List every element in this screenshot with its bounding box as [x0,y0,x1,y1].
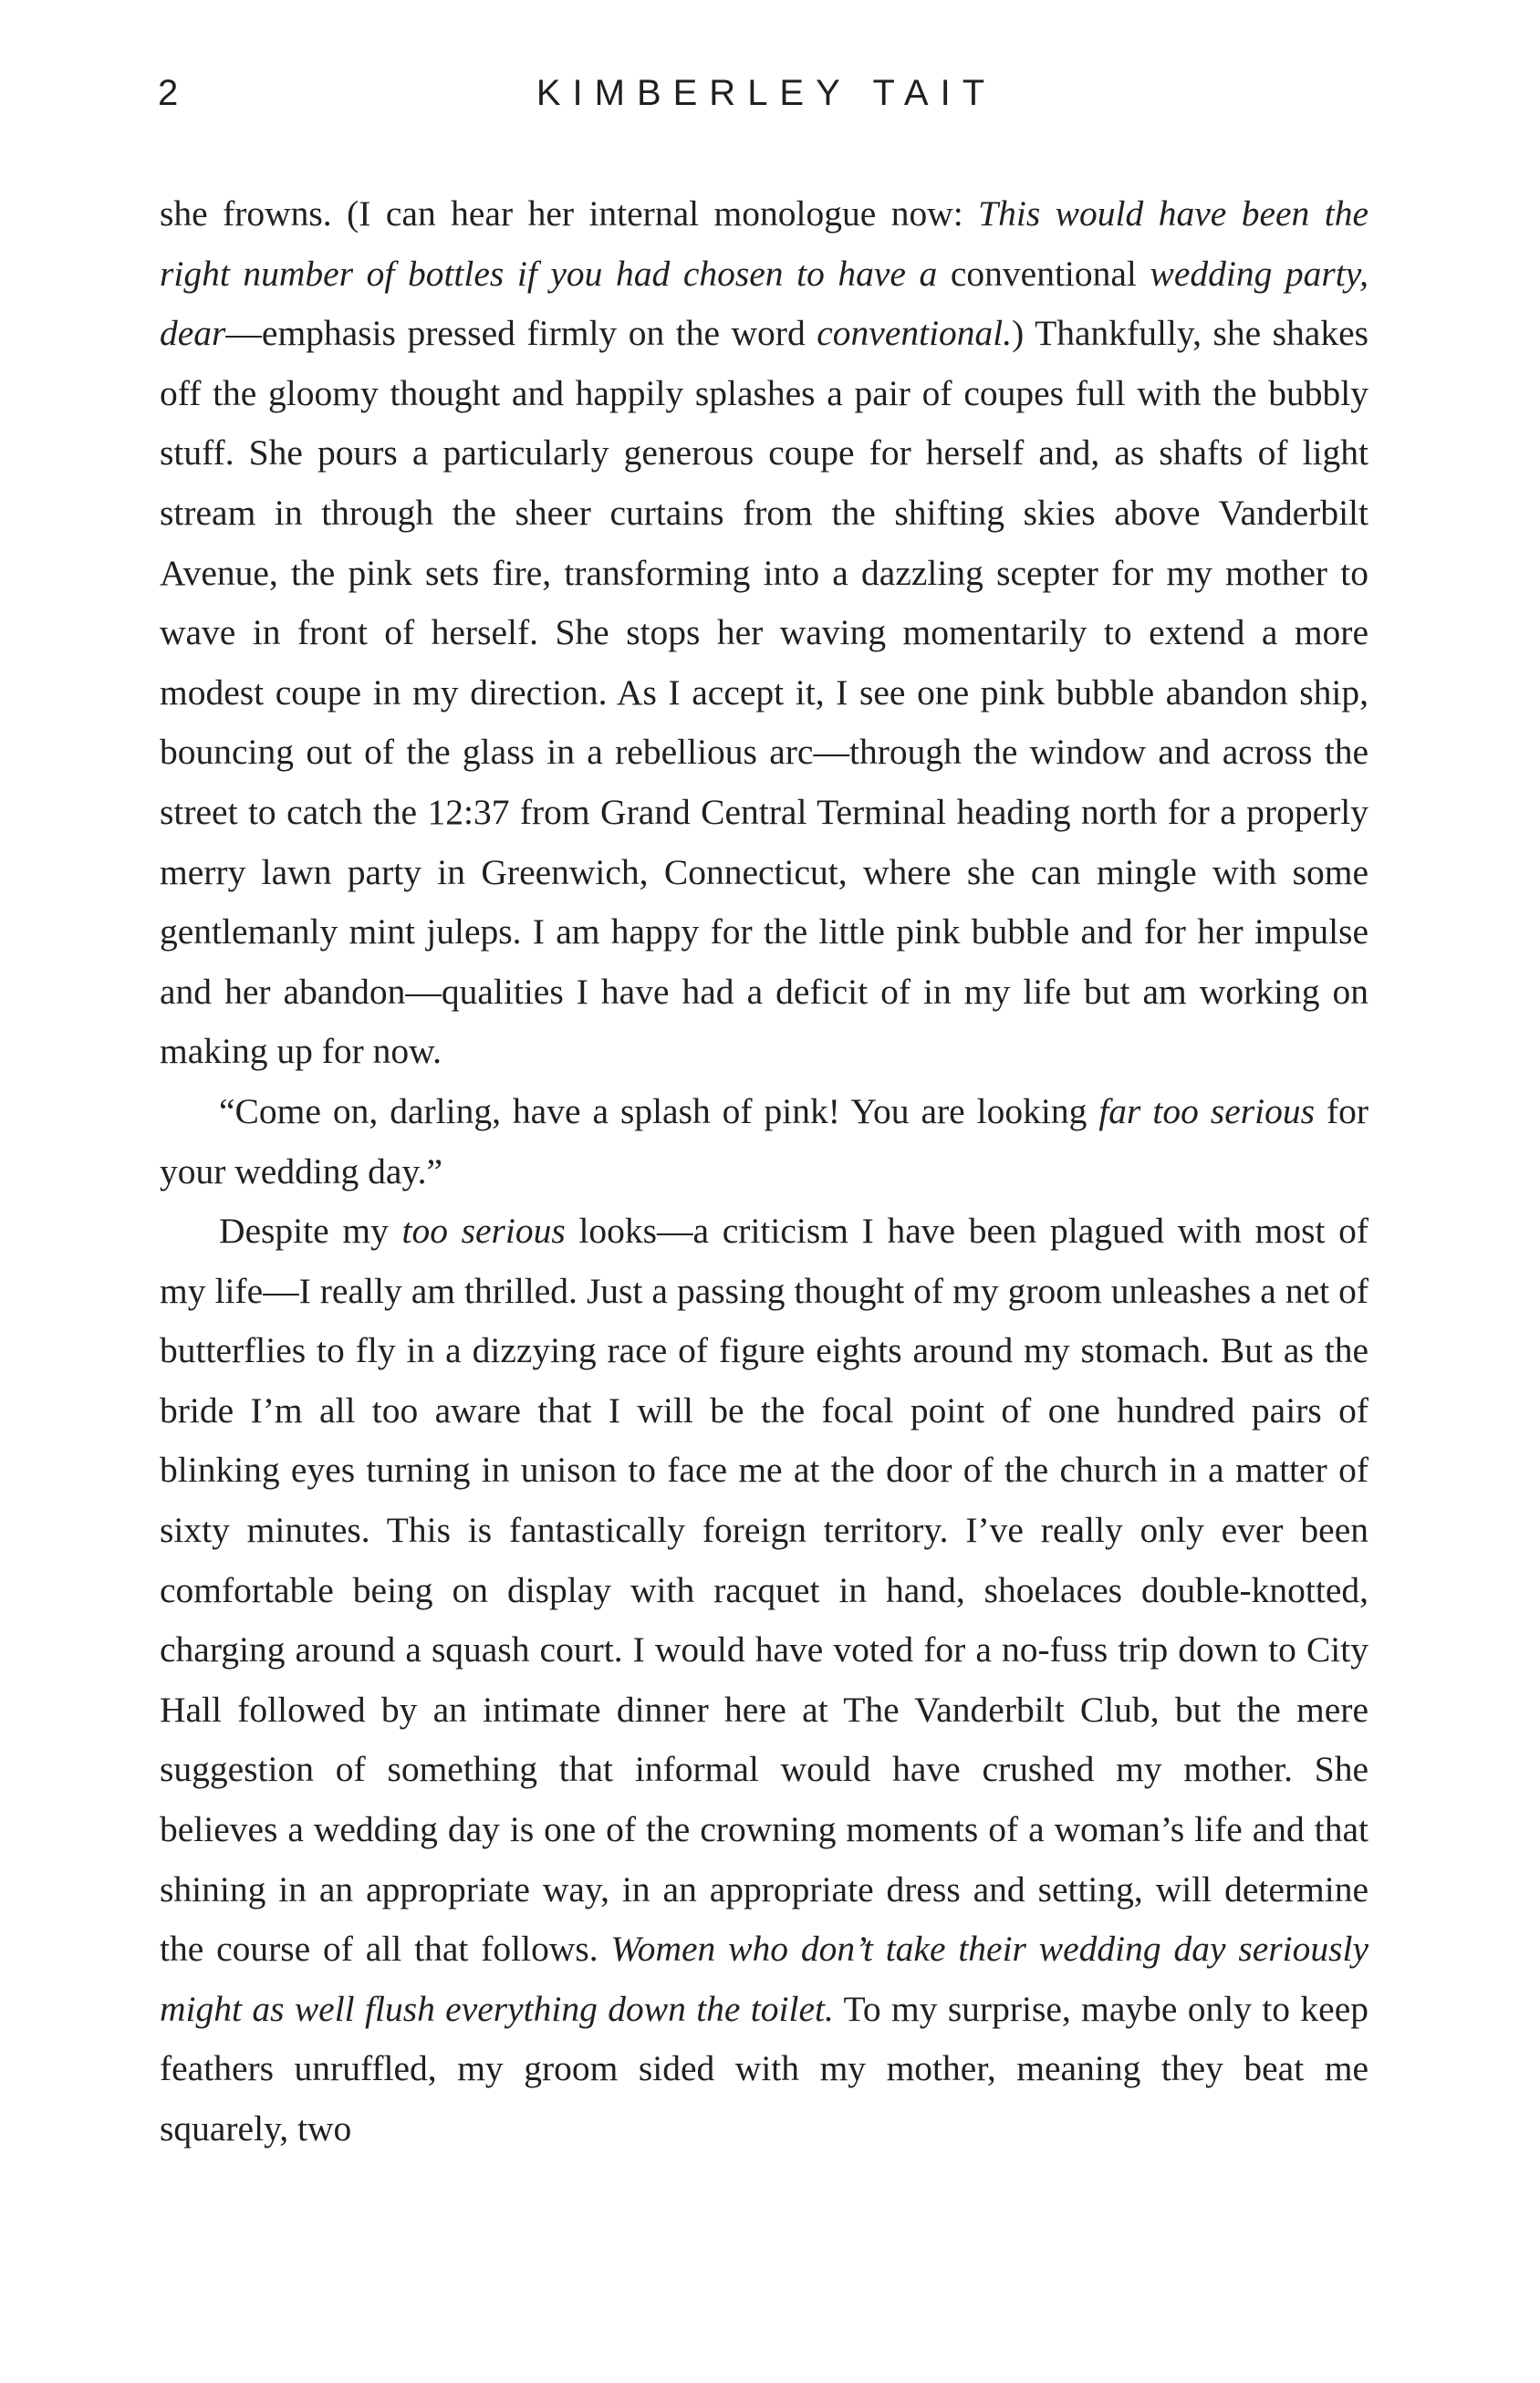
text-run: Despite my [219,1211,402,1252]
body-text [160,184,1368,2159]
paragraph-1 [160,184,1368,1082]
italic-run: wedding party, dear [160,253,1368,354]
text-run: looks—a criticism I have been plagued with most of my life—I really am thrilled. Just a passing thought of my groom unleashes a net of butterflies to fly in a dizzying race of figure eights around my stomach. But as the bride I’m all too aware that I will be the focal point of one hundred pairs of blinking eyes turning in unison to face me at the door of the church in a matter of sixty minutes. This is fantastically foreign territory. I’ve really only ever been comfortable being on display with racquet in hand, shoelaces double-knotted, charging around a squash court. I would have voted for a no-fuss trip down to City Hall followed by an intimate dinner here at The Vanderbilt Club, but the mere suggestion of something that informal would have crushed my mother. She believes a wedding day is one of the crowning moments of a woman’s life and that shining in an appropriate way, in an appropriate dress and setting, will determine the course of all that follows. [160,1211,1368,1970]
text-run: —emphasis pressed firmly on the word [225,313,817,354]
text-run: To my surprise, maybe only to keep feathers unruffled, my groom sided with my mother, meaning they beat me squarely, two [160,1988,1368,2149]
text-run: conventional [950,253,1150,294]
paragraph-3 [160,1202,1368,2159]
running-head [0,73,1540,128]
text-run: she frowns. (I can hear her internal monologue now: [160,193,979,234]
italic-run: far too serious [1098,1090,1315,1131]
italic-run: Women who don’t take their wedding day seriously might as well flush everything down the toilet. [160,1929,1368,2029]
running-title: KIMBERLEY TAIT [536,73,997,113]
page-number: 2 [158,73,181,113]
italic-run: too serious [401,1211,566,1252]
italic-run: This would have been the right number of bottles if you had chosen to have a [160,193,1368,294]
paragraph-2 [160,1082,1368,1202]
italic-run: conventional. [817,313,1013,354]
text-run: for your wedding day.” [160,1090,1368,1192]
text-run: “Come on, darling, have a splash of pink! You are looking [219,1090,1099,1131]
text-run: ) Thankfully, she shakes off the gloomy thought and happily splashes a pair of coupes full with the bubbly stuff. She pours a particularly generous coupe for herself and, as shafts of light stream in through the sheer curtains from the shifting skies above Vanderbilt Avenue, the pink sets fire, transforming into a dazzling scepter for my mother to wave in front of herself. She stops her waving momentarily to extend a more modest coupe in my direction. As I accept it, I see one pink bubble abandon ship, bouncing out of the glass in a rebellious arc—through the window and across the street to catch the 12:37 from Grand Central Terminal heading north for a properly merry lawn party in Greenwich, Connecticut, where she can mingle with some gentlemanly mint juleps. I am happy for the little pink bubble and for her impulse and her abandon—qualities I have had a deficit of in my life but am working on making up for now. [160,313,1368,1072]
